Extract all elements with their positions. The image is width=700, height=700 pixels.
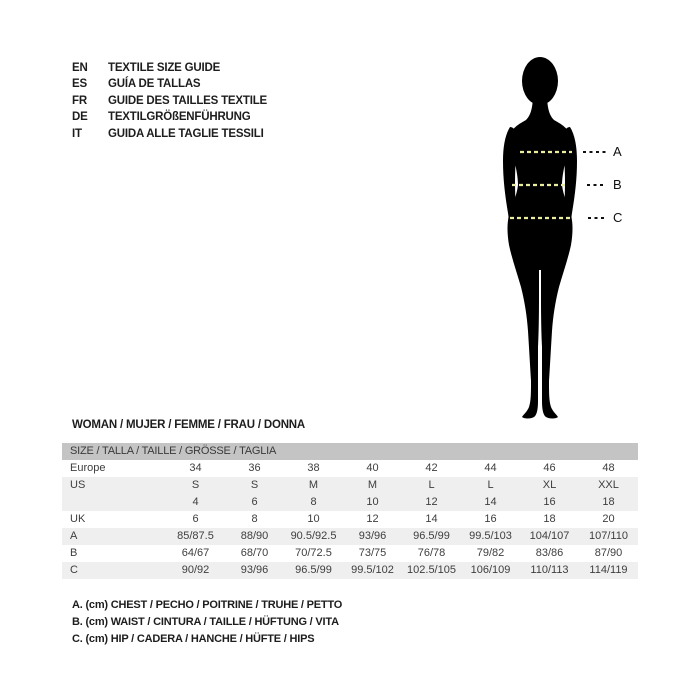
table-cell: M bbox=[367, 479, 378, 491]
section-title: WOMAN / MUJER / FEMME / FRAU / DONNA bbox=[72, 419, 306, 431]
measure-label-chest: A bbox=[613, 144, 622, 159]
table-cell: 36 bbox=[248, 462, 261, 474]
table-row bbox=[62, 562, 638, 579]
size-table-body bbox=[62, 460, 638, 579]
table-cell: 93/96 bbox=[358, 530, 387, 542]
language-item bbox=[72, 126, 267, 142]
table-cell: 85/87.5 bbox=[177, 530, 214, 542]
table-cell: 104/107 bbox=[529, 530, 570, 542]
table-cell: 90.5/92.5 bbox=[290, 530, 337, 542]
table-cell: XL bbox=[542, 479, 557, 491]
legend-line: A. (cm) CHEST / PECHO / POITRINE / TRUHE / PETTO bbox=[72, 599, 343, 611]
table-cell: 87/90 bbox=[594, 547, 623, 559]
table-cell: 14 bbox=[425, 513, 438, 525]
table-cell: 6 bbox=[251, 496, 258, 508]
size-table bbox=[62, 443, 638, 579]
table-cell: 79/82 bbox=[476, 547, 505, 559]
row-label: A bbox=[70, 530, 78, 542]
table-row bbox=[62, 528, 638, 545]
table-cell: 106/109 bbox=[470, 564, 511, 576]
row-label bbox=[62, 494, 166, 511]
language-code: FR bbox=[72, 94, 87, 107]
table-row bbox=[62, 545, 638, 562]
language-item bbox=[72, 60, 267, 76]
table-cell: M bbox=[308, 479, 319, 491]
language-item bbox=[72, 93, 267, 109]
table-cell: 38 bbox=[307, 462, 320, 474]
table-cell: 93/96 bbox=[240, 564, 269, 576]
language-code: IT bbox=[72, 127, 82, 140]
table-cell: 96.5/99 bbox=[413, 530, 450, 542]
measure-label-waist: B bbox=[613, 177, 622, 192]
language-code: ES bbox=[72, 78, 87, 91]
table-cell: S bbox=[250, 479, 259, 491]
language-label: TEXTILGRÖßENFÜHRUNG bbox=[108, 111, 251, 124]
language-code: EN bbox=[72, 62, 88, 74]
table-cell: 12 bbox=[425, 496, 438, 508]
table-cell: L bbox=[487, 479, 494, 491]
table-cell: 68/70 bbox=[240, 547, 269, 559]
table-cell: 70/72.5 bbox=[295, 547, 332, 559]
language-label: GUÍA DE TALLAS bbox=[108, 78, 201, 91]
size-table-header: SIZE / TALLA / TAILLE / GRÖSSE / TAGLIA bbox=[62, 443, 638, 460]
table-cell: 88/90 bbox=[240, 530, 269, 542]
row-label: B bbox=[70, 547, 78, 559]
row-label: US bbox=[70, 479, 86, 491]
table-cell: 46 bbox=[543, 462, 556, 474]
legend-line: C. (cm) HIP / CADERA / HANCHE / HÜFTE / HIPS bbox=[72, 633, 315, 645]
table-cell: 10 bbox=[307, 513, 320, 525]
row-label: C bbox=[70, 564, 78, 576]
table-cell: 83/86 bbox=[535, 547, 564, 559]
table-cell: 8 bbox=[251, 513, 258, 525]
table-cell: 102.5/105 bbox=[407, 564, 456, 576]
legend-line: B. (cm) WAIST / CINTURA / TAILLE / HÜFTUNG / VITA bbox=[72, 616, 339, 628]
table-cell: 73/75 bbox=[358, 547, 387, 559]
table-cell: S bbox=[191, 479, 200, 491]
table-cell: 96.5/99 bbox=[295, 564, 332, 576]
table-row bbox=[62, 460, 638, 477]
language-label: GUIDA ALLE TAGLIE TESSILI bbox=[108, 127, 264, 140]
table-cell: 6 bbox=[192, 513, 199, 525]
language-code: DE bbox=[72, 111, 88, 124]
table-cell: L bbox=[428, 479, 435, 491]
language-item bbox=[72, 76, 267, 92]
table-cell: 14 bbox=[484, 496, 497, 508]
table-cell: 42 bbox=[425, 462, 438, 474]
table-cell: 114/119 bbox=[589, 564, 628, 576]
measure-label-hip: C bbox=[613, 210, 623, 225]
table-cell: 34 bbox=[189, 462, 202, 474]
table-cell: 8 bbox=[310, 496, 317, 508]
table-cell: 16 bbox=[543, 496, 556, 508]
table-cell: 44 bbox=[484, 462, 497, 474]
table-cell: 64/67 bbox=[181, 547, 210, 559]
language-label: GUIDE DES TAILLES TEXTILE bbox=[108, 94, 267, 107]
language-label: TEXTILE SIZE GUIDE bbox=[108, 62, 221, 74]
table-cell: 76/78 bbox=[417, 547, 446, 559]
table-cell: 48 bbox=[602, 462, 615, 474]
table-row bbox=[62, 477, 638, 494]
measurement-legend bbox=[72, 597, 342, 648]
row-label: Europe bbox=[70, 462, 106, 474]
table-cell: 99.5/103 bbox=[469, 530, 512, 542]
table-cell: 12 bbox=[366, 513, 379, 525]
table-cell: 40 bbox=[366, 462, 379, 474]
table-cell: 18 bbox=[602, 496, 615, 508]
table-cell: 16 bbox=[484, 513, 497, 525]
table-cell: 107/110 bbox=[589, 530, 628, 542]
table-cell: XXL bbox=[598, 479, 619, 491]
language-guide bbox=[72, 60, 267, 142]
language-item bbox=[72, 109, 267, 125]
table-cell: 20 bbox=[602, 513, 615, 525]
table-cell: 10 bbox=[366, 496, 379, 508]
table-cell: 99.5/102 bbox=[351, 564, 394, 576]
table-cell: 4 bbox=[192, 496, 199, 508]
table-row bbox=[62, 511, 638, 528]
table-cell: 18 bbox=[543, 513, 556, 525]
table-cell: 110/113 bbox=[530, 564, 569, 576]
row-label: UK bbox=[70, 513, 86, 525]
woman-silhouette-figure bbox=[465, 55, 625, 425]
table-row bbox=[62, 494, 638, 511]
table-cell: 90/92 bbox=[181, 564, 210, 576]
